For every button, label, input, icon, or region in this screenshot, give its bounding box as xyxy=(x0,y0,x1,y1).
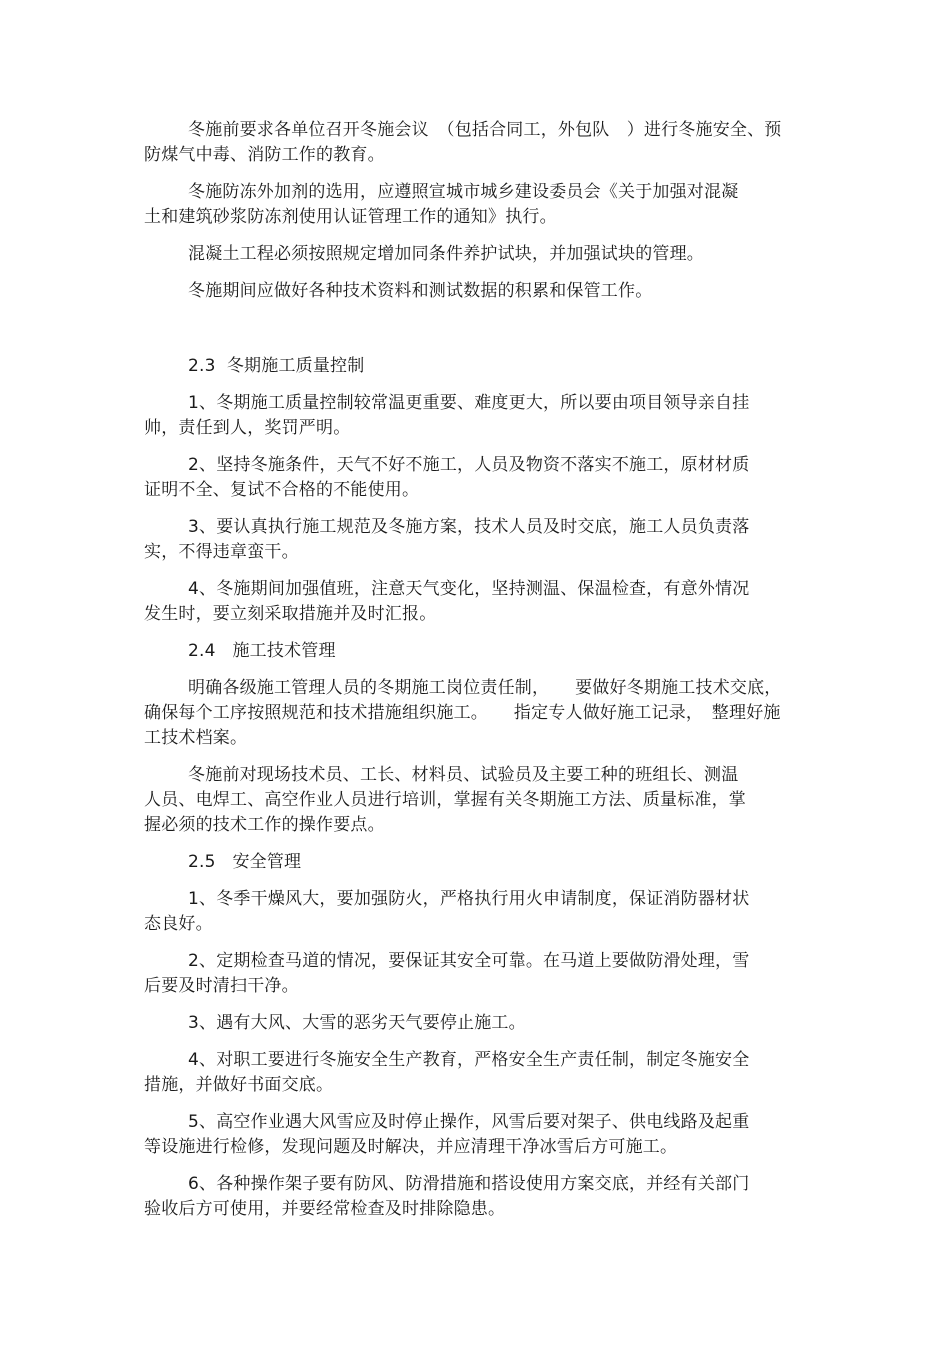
paragraph-line: 措施，并做好书面交底。 xyxy=(144,1075,334,1095)
paragraph-line: 6、各种操作架子要有防风、防滑措施和搭设使用方案交底，并经有关部门 xyxy=(188,1174,750,1194)
paragraph-line: 2、定期检查马道的情况，要保证其安全可靠。在马道上要做防滑处理，雪 xyxy=(188,951,750,971)
paragraph-line: 确保每个工序按照规范和技术措施组织施工。 指定专人做好施工记录， 整理好施 xyxy=(144,703,781,723)
paragraph-line: 证明不全、复试不合格的不能使用。 xyxy=(144,480,420,500)
paragraph-line: 冬施防冻外加剂的选用，应遵照宣城市城乡建设委员会《关于加强对混凝 xyxy=(188,182,739,202)
section-heading-2-4: 2.4 施工技术管理 xyxy=(188,641,336,661)
section-heading-2-3: 2.3 冬期施工质量控制 xyxy=(188,356,365,376)
paragraph-line: 3、遇有大风、大雪的恶劣天气要停止施工。 xyxy=(188,1013,526,1033)
paragraph-line: 握必须的技术工作的操作要点。 xyxy=(144,815,385,835)
paragraph-line: 防煤气中毒、消防工作的教育。 xyxy=(144,145,385,165)
paragraph-line: 人员、电焊工、高空作业人员进行培训，掌握有关冬期施工方法、质量标准，掌 xyxy=(144,790,746,810)
section-heading-2-5: 2.5 安全管理 xyxy=(188,852,302,872)
paragraph-line: 1、冬期施工质量控制较常温更重要、难度更大，所以要由项目领导亲自挂 xyxy=(188,393,750,413)
paragraph-line: 3、要认真执行施工规范及冬施方案，技术人员及时交底，施工人员负责落 xyxy=(188,517,750,537)
paragraph-line: 2、坚持冬施条件，天气不好不施工，人员及物资不落实不施工，原材材质 xyxy=(188,455,750,475)
paragraph-line: 5、高空作业遇大风雪应及时停止操作，风雪后要对架子、供电线路及起重 xyxy=(188,1112,750,1132)
paragraph-line: 明确各级施工管理人员的冬期施工岗位责任制， 要做好冬期施工技术交底， xyxy=(188,678,782,698)
paragraph-line: 发生时，要立刻采取措施并及时汇报。 xyxy=(144,604,437,624)
paragraph-line: 1、冬季干燥风大，要加强防火，严格执行用火申请制度，保证消防器材状 xyxy=(188,889,750,909)
paragraph-line: 冬施前要求各单位召开冬施会议 （包括合同工，外包队 ）进行冬施安全、预 xyxy=(188,120,782,140)
paragraph-line: 混凝土工程必须按照规定增加同条件养护试块，并加强试块的管理。 xyxy=(188,244,704,264)
paragraph-line: 冬施期间应做好各种技术资料和测试数据的积累和保管工作。 xyxy=(188,281,653,301)
paragraph-line: 态良好。 xyxy=(144,914,213,934)
paragraph-line: 土和建筑砂浆防冻剂使用认证管理工作的通知》执行。 xyxy=(144,207,557,227)
paragraph-line: 实，不得违章蛮干。 xyxy=(144,542,299,562)
paragraph-line: 工技术档案。 xyxy=(144,728,248,748)
paragraph-line: 验收后方可使用，并要经常检查及时排除隐患。 xyxy=(144,1199,506,1219)
paragraph-line: 4、对职工要进行冬施安全生产教育，严格安全生产责任制，制定冬施安全 xyxy=(188,1050,750,1070)
paragraph-line: 冬施前对现场技术员、工长、材料员、试验员及主要工种的班组长、测温 xyxy=(188,765,739,785)
paragraph-line: 后要及时清扫干净。 xyxy=(144,976,299,996)
paragraph-line: 帅，责任到人，奖罚严明。 xyxy=(144,418,351,438)
paragraph-line: 等设施进行检修，发现问题及时解决，并应清理干净冰雪后方可施工。 xyxy=(144,1137,678,1157)
paragraph-line: 4、冬施期间加强值班，注意天气变化，坚持测温、保温检查，有意外情况 xyxy=(188,579,750,599)
